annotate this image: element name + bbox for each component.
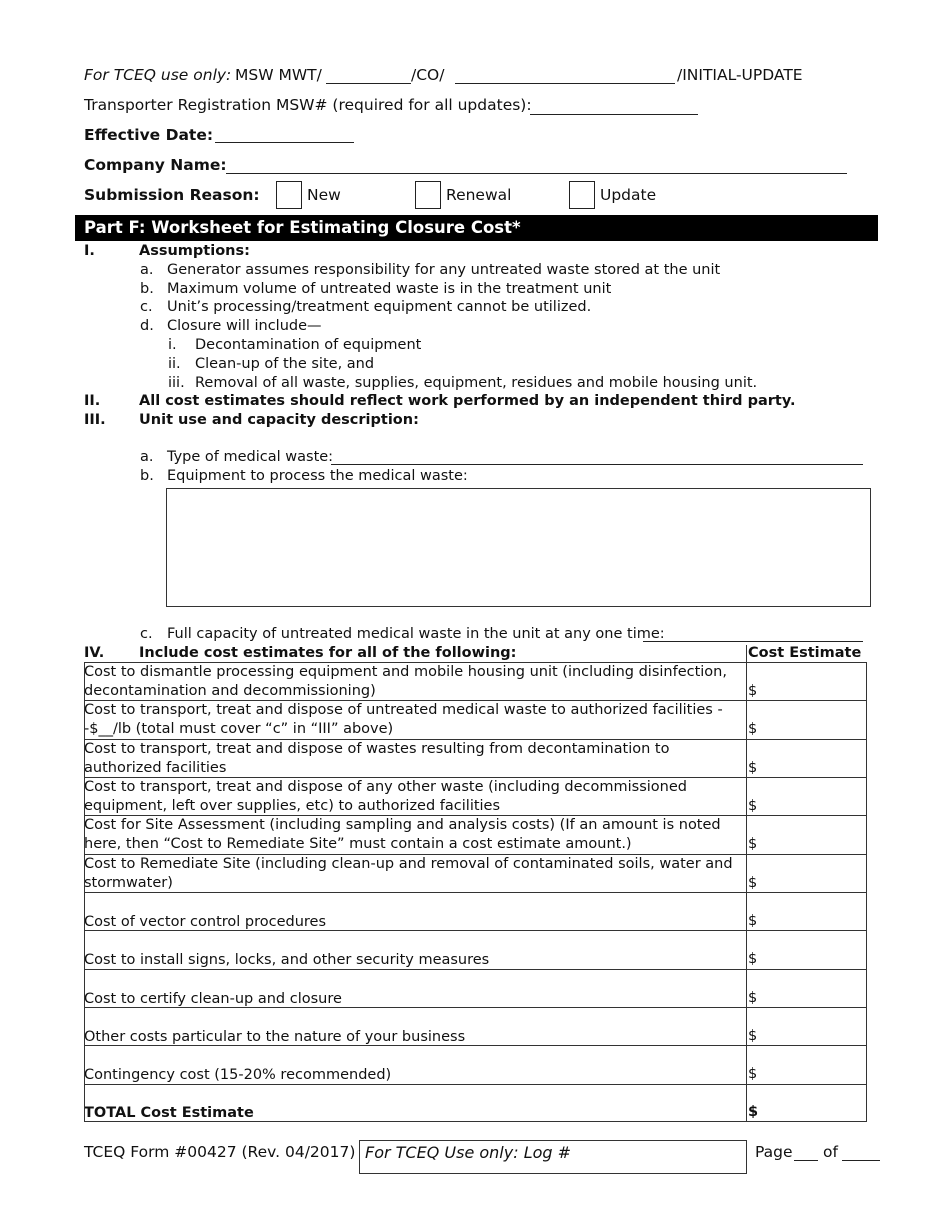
cost-row-dollar[interactable]: $ bbox=[748, 798, 758, 814]
equipment-label: Equipment to process the medical waste: bbox=[167, 468, 468, 484]
capacity-letter: c. bbox=[140, 626, 153, 642]
waste-type-label: Type of medical waste: bbox=[167, 449, 334, 465]
renewal-checkbox[interactable] bbox=[415, 181, 441, 209]
capacity-field[interactable] bbox=[643, 641, 863, 642]
cost-estimate-header: Cost Estimate bbox=[748, 645, 862, 661]
assumption-letter: c. bbox=[140, 299, 153, 315]
capacity-label: Full capacity of untreated medical waste in the unit at any one time: bbox=[167, 626, 665, 642]
cost-row-label: Cost to transport, treat and dispose of any other waste (including decommissioned equipment, left over supplies, etc) to authorized facilities bbox=[84, 779, 687, 814]
cost-row-dollar[interactable]: $ bbox=[748, 990, 758, 1006]
cost-row bbox=[84, 930, 867, 969]
log-number-label: For TCEQ Use only: Log # bbox=[365, 1143, 572, 1162]
subitem-text: Decontamination of equipment bbox=[195, 337, 422, 353]
cost-row bbox=[84, 739, 867, 777]
assumption-text: Closure will include— bbox=[167, 318, 322, 334]
cost-row-label: Cost to dismantle processing equipment and mobile housing unit (including disinfection, decontamination and decommissioning) bbox=[84, 664, 727, 699]
renewal-label: Renewal bbox=[446, 186, 512, 204]
assumption-text: Maximum volume of untreated waste is in the treatment unit bbox=[167, 281, 612, 297]
cost-row-dollar[interactable]: $ bbox=[748, 836, 758, 852]
subitem-num: i. bbox=[168, 337, 177, 353]
table-column-divider bbox=[746, 645, 747, 1122]
waste-type-letter: a. bbox=[140, 449, 154, 465]
cost-row bbox=[84, 854, 867, 892]
table-left-border bbox=[84, 662, 85, 1122]
cost-row-label: Cost to Remediate Site (including clean-up and removal of contaminated soils, water and stormwater) bbox=[84, 856, 733, 891]
part1-num: I. bbox=[84, 243, 95, 259]
page-label: Page bbox=[755, 1143, 793, 1161]
transporter-label: Transporter Registration MSW# (required for all updates): bbox=[84, 96, 532, 114]
part3-num: III. bbox=[84, 412, 106, 428]
part1-title: Assumptions: bbox=[139, 243, 250, 259]
cost-row-dollar[interactable]: $ bbox=[748, 1066, 758, 1082]
equipment-letter: b. bbox=[140, 468, 154, 484]
assumption-letter: a. bbox=[140, 262, 154, 278]
equipment-textarea[interactable] bbox=[166, 488, 871, 607]
total-dollar[interactable]: $ bbox=[748, 1104, 759, 1120]
cost-row-label: Cost for Site Assessment (including sampling and analysis costs) (If an amount is noted here, then “Cost to Remediate Site” must contain a cost estimate amount.) bbox=[84, 817, 721, 852]
part4-title: Include cost estimates for all of the following: bbox=[139, 645, 517, 661]
assumption-text: Generator assumes responsibility for any untreated waste stored at the unit bbox=[167, 262, 721, 278]
subitem-num: iii. bbox=[168, 375, 185, 391]
new-checkbox[interactable] bbox=[276, 181, 302, 209]
total-row bbox=[84, 1084, 867, 1122]
subitem-text: Clean-up of the site, and bbox=[195, 356, 375, 372]
table-right-border bbox=[866, 662, 867, 1122]
company-name-label: Company Name: bbox=[84, 156, 227, 174]
cost-row bbox=[84, 1045, 867, 1084]
part3-title: Unit use and capacity description: bbox=[139, 412, 419, 428]
cost-row bbox=[84, 892, 867, 930]
cost-row-label: Cost of vector control procedures bbox=[84, 914, 327, 930]
transporter-field[interactable] bbox=[530, 114, 698, 115]
assumption-letter: b. bbox=[140, 281, 154, 297]
cost-row-dollar[interactable]: $ bbox=[748, 760, 758, 776]
cost-row-dollar[interactable]: $ bbox=[748, 875, 758, 891]
assumption-letter: d. bbox=[140, 318, 154, 334]
total-label: TOTAL Cost Estimate bbox=[84, 1105, 254, 1121]
msw-mwt-field[interactable] bbox=[326, 83, 411, 84]
of-label: of bbox=[823, 1143, 838, 1161]
cost-row-label: Cost to install signs, locks, and other security measures bbox=[84, 952, 490, 968]
cost-row bbox=[84, 700, 867, 739]
part4-num: IV. bbox=[84, 645, 105, 661]
cost-row-label: Other costs particular to the nature of your business bbox=[84, 1029, 466, 1045]
form-number: TCEQ Form #00427 (Rev. 04/2017) bbox=[84, 1143, 356, 1161]
msw-mwt-label: MSW MWT/ bbox=[235, 66, 322, 84]
cost-row-dollar[interactable]: $ bbox=[748, 721, 758, 737]
new-label: New bbox=[307, 186, 341, 204]
section-title: Part F: Worksheet for Estimating Closure Cost* bbox=[75, 215, 878, 241]
cost-row-label: Contingency cost (15-20% recommended) bbox=[84, 1067, 392, 1083]
cost-row bbox=[84, 662, 867, 700]
subitem-text: Removal of all waste, supplies, equipment, residues and mobile housing unit. bbox=[195, 375, 758, 391]
update-label: Update bbox=[600, 186, 657, 204]
update-checkbox[interactable] bbox=[569, 181, 595, 209]
effective-date-label: Effective Date: bbox=[84, 126, 214, 144]
initial-update-label: /INITIAL-UPDATE bbox=[677, 66, 803, 84]
cost-row bbox=[84, 815, 867, 854]
part2-num: II. bbox=[84, 393, 101, 409]
assumption-text: Unit’s processing/treatment equipment cannot be utilized. bbox=[167, 299, 592, 315]
cost-row-dollar[interactable]: $ bbox=[748, 951, 758, 967]
cost-row-dollar[interactable]: $ bbox=[748, 913, 758, 929]
co-field[interactable] bbox=[455, 83, 675, 84]
page-number-field[interactable] bbox=[794, 1160, 818, 1161]
submission-reason-label: Submission Reason: bbox=[84, 186, 260, 204]
cost-row bbox=[84, 777, 867, 815]
cost-row-label: Cost to transport, treat and dispose of wastes resulting from decontamination to authorized facilities bbox=[84, 741, 670, 776]
cost-row-dollar[interactable]: $ bbox=[748, 683, 758, 699]
company-name-field[interactable] bbox=[226, 173, 847, 174]
waste-type-field[interactable] bbox=[331, 464, 863, 465]
effective-date-field[interactable] bbox=[215, 142, 354, 143]
cost-row-label: Cost to certify clean-up and closure bbox=[84, 991, 342, 1007]
co-label: /CO/ bbox=[411, 66, 445, 84]
part2-text: All cost estimates should reflect work performed by an independent third party. bbox=[139, 393, 796, 409]
cost-row-dollar[interactable]: $ bbox=[748, 1028, 758, 1044]
cost-row-label: Cost to transport, treat and dispose of untreated medical waste to authorized facilities --$__/lb (total must cover “c” in “III” above) bbox=[84, 702, 723, 737]
tceq-use-label: For TCEQ use only: bbox=[84, 66, 232, 84]
cost-row bbox=[84, 1007, 867, 1045]
subitem-num: ii. bbox=[168, 356, 181, 372]
page-total-field[interactable] bbox=[842, 1160, 880, 1161]
cost-row bbox=[84, 969, 867, 1007]
